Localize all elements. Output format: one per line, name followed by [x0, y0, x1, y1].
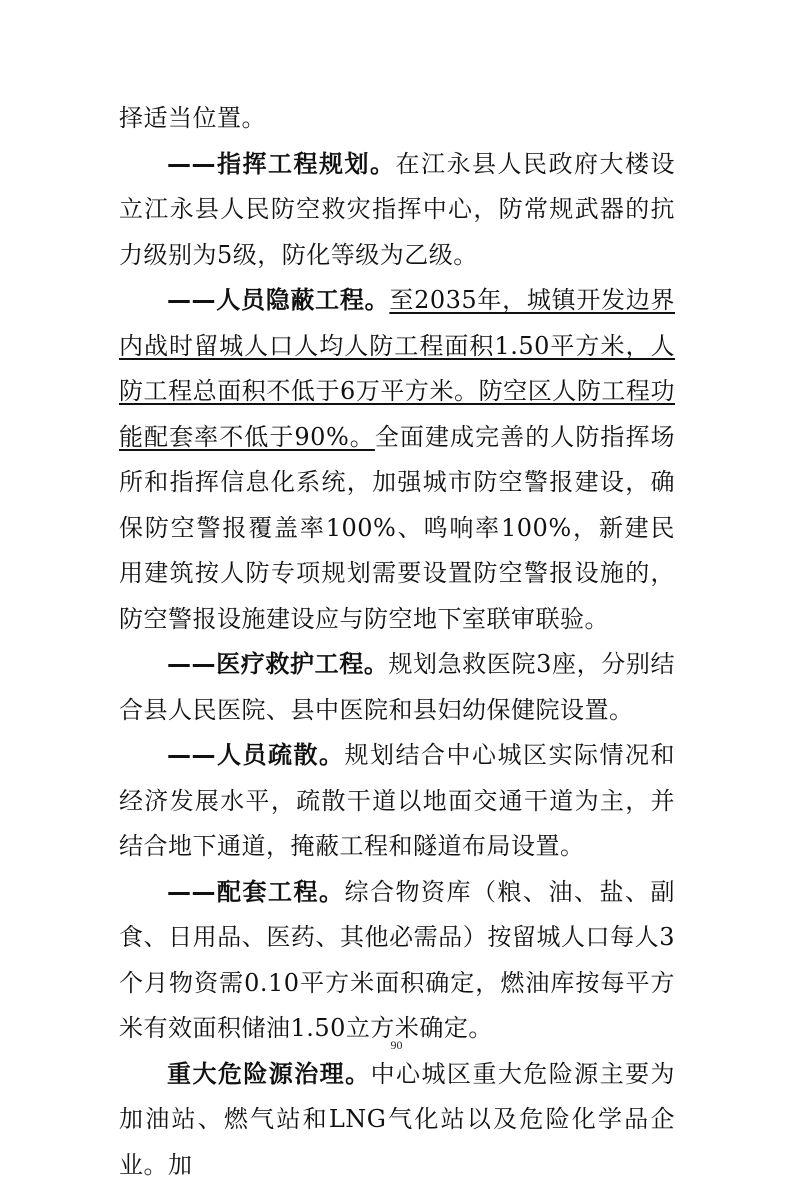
paragraph-shelter-project [119, 278, 675, 642]
paragraph-command-project [119, 142, 675, 279]
page-number: 90 [0, 1038, 793, 1053]
paragraph-heading: ——配套工程。 [167, 878, 345, 906]
paragraph-heading: 重大危险源治理。 [167, 1060, 371, 1088]
paragraph-body: 规划急救医院3座，分别结合县人民医院、县中医院和县妇幼保健院设置。 [119, 650, 675, 724]
underlined-target-text: 至2035年，城镇开发边界内战时留城人口人均人防工程面积1.50平方米，人防工程总面积不低于6万平方米。防空区人防工程功能配套率不低于90%。 [119, 286, 675, 451]
paragraph-body: 在江永县人民政府大楼设立江永县人民防空救灾指挥中心，防常规武器的抗力级别为5级，防化等级为乙级。 [119, 150, 675, 269]
paragraph-evacuation [119, 733, 675, 870]
paragraph-heading: ——人员隐蔽工程。 [167, 286, 389, 314]
paragraph-continuation [119, 96, 675, 142]
paragraph-body: 综合物资库（粮、油、盐、副食、日用品、医药、其他必需品）按留城人口每人3个月物资需0.10平方米面积确定，燃油库按每平方米有效面积储油1.50立方米确定。 [119, 878, 675, 1043]
paragraph-supporting-project [119, 870, 675, 1052]
document-page [119, 96, 675, 1188]
paragraph-medical-project [119, 642, 675, 733]
paragraph-body: 规划结合中心城区实际情况和经济发展水平，疏散干道以地面交通干道为主，并结合地下通道，掩蔽工程和隧道布局设置。 [119, 741, 675, 860]
paragraph-heading: ——指挥工程规划。 [167, 150, 396, 178]
paragraph-hazard-governance [119, 1052, 675, 1188]
paragraph-heading: ——医疗救护工程。 [167, 650, 388, 678]
paragraph-body: 全面建成完善的人防指挥场所和指挥信息化系统，加强城市防空警报建设，确保防空警报覆盖率100%、鸣响率100%，新建民用建筑按人防专项规划需要设置防空警报设施的，防空警报设施建设应与防空地下室联审联验。 [119, 423, 675, 633]
paragraph-body: 择适当位置。 [119, 104, 266, 132]
paragraph-body: 中心城区重大危险源主要为加油站、燃气站和LNG气化站以及危险化学品企业。加 [119, 1060, 675, 1179]
paragraph-heading: ——人员疏散。 [167, 741, 345, 769]
